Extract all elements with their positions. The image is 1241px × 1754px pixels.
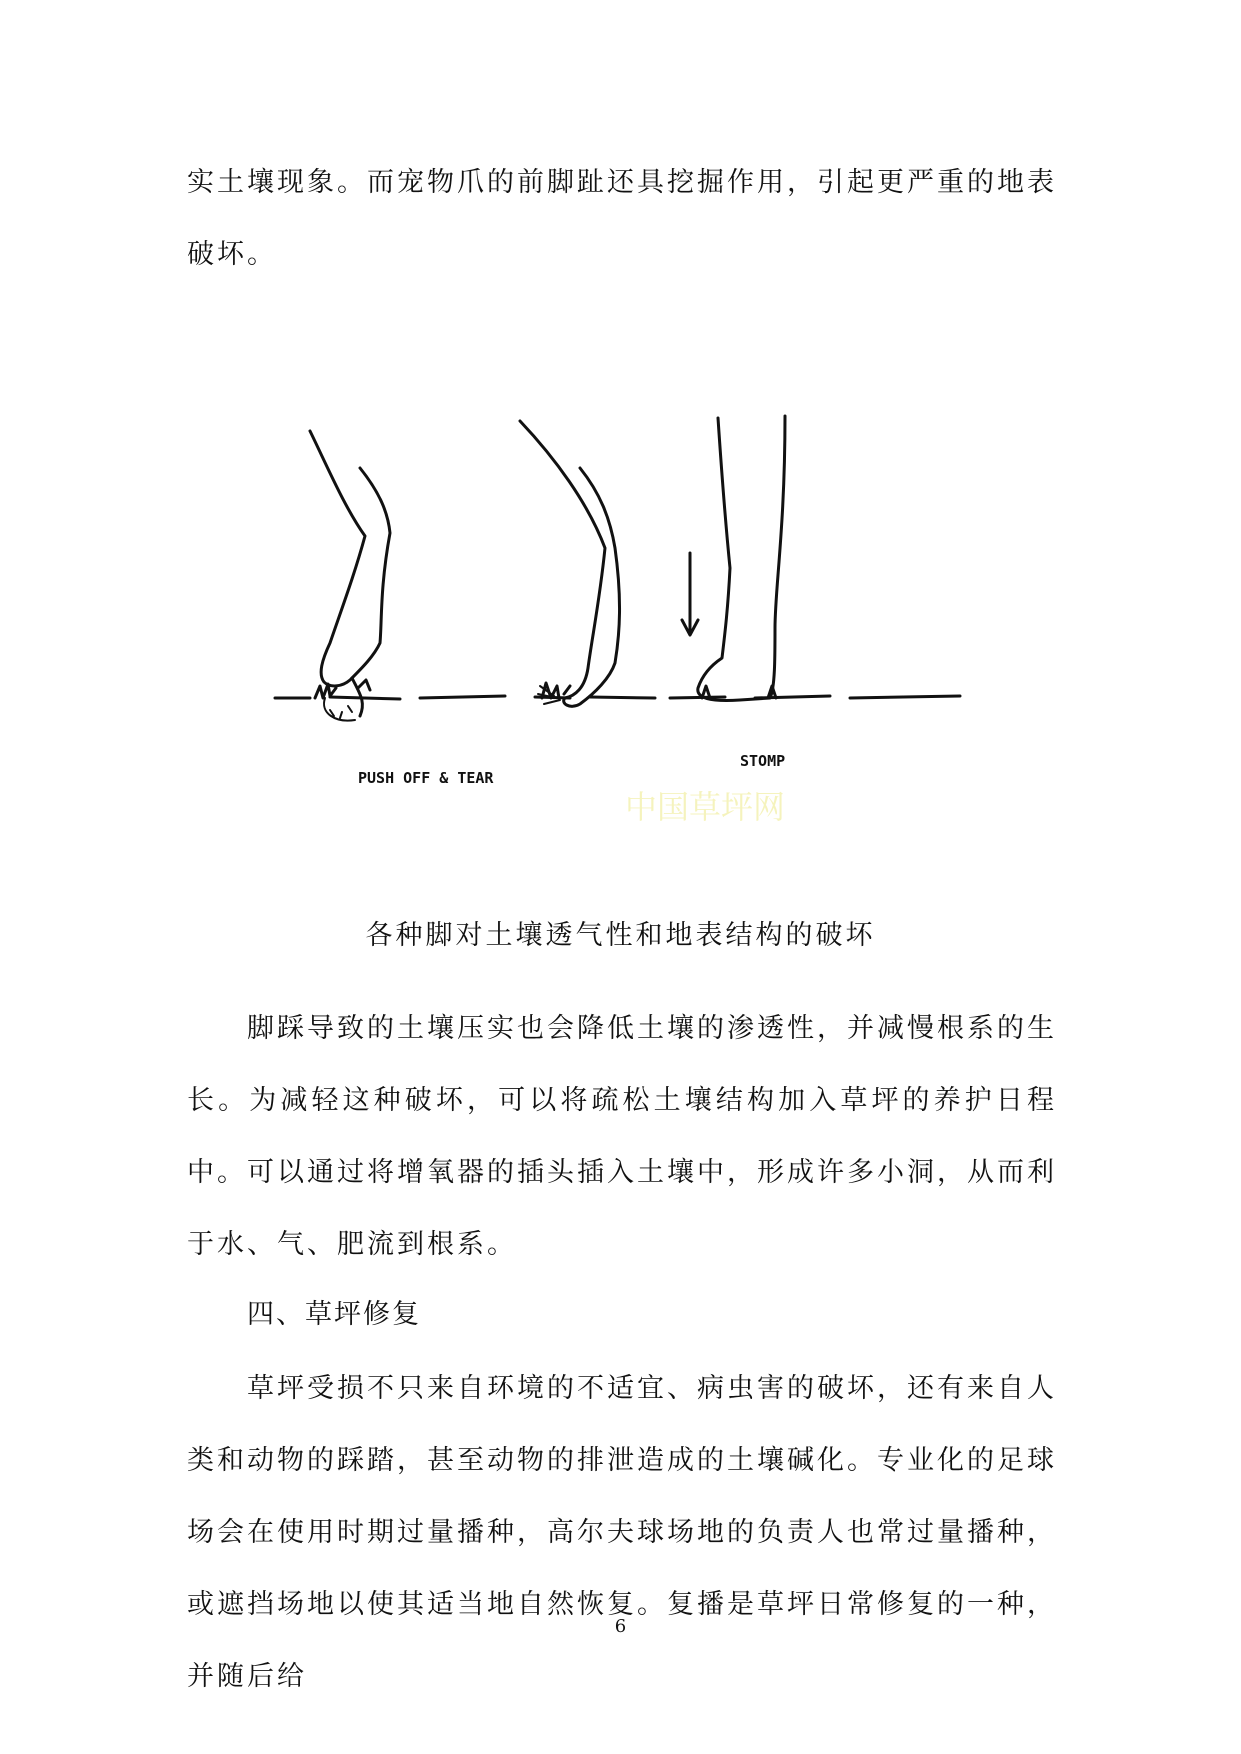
foot-damage-illustration — [270, 398, 980, 852]
paragraph-compaction: 脚踩导致的土壤压实也会降低土壤的渗透性，并减慢根系的生长。为减轻这种破坏，可以将疏松土壤结构加入草坪的养护日程中。可以通过将增氧器的插头插入土壤中，形成许多小洞，从而利于水、气、肥流到根系。 — [187, 1013, 1057, 1260]
torn-soil-left — [324, 698, 355, 721]
leg-middle — [520, 421, 620, 706]
leg-right — [698, 416, 785, 701]
leg-left — [310, 431, 390, 686]
figure-label-push-off-tear: PUSH OFF & TEAR — [358, 769, 494, 787]
illustration-svg — [270, 398, 980, 848]
stomp-arrow — [682, 553, 698, 635]
figure-label-stomp: STOMP — [740, 752, 786, 770]
section-heading: 四、草坪修复 — [247, 1299, 421, 1330]
paragraph-continued: 实土壤现象。而宠物爪的前脚趾还具挖掘作用，引起更严重的地表破坏。 — [187, 167, 1057, 270]
page-number: 6 — [614, 1616, 627, 1637]
ground-line-right — [755, 696, 960, 698]
watermark-logo: 中国草坪网 — [625, 788, 786, 826]
ground-line-left — [275, 696, 505, 699]
paragraph-lawn-repair: 草坪受损不只来自环境的不适宜、病虫害的破坏，还有来自人类和动物的踩踏，甚至动物的排泄造成的土壤碱化。专业化的足球场会在使用时期过量播种，高尔夫球场地的负责人也常过量播种，或遮挡场地以使其适当地自然恢复。复播是草坪日常修复的一种，并随后给 — [187, 1373, 1057, 1692]
figure-caption: 各种脚对土壤透气性和地表结构的破坏 — [365, 920, 876, 951]
